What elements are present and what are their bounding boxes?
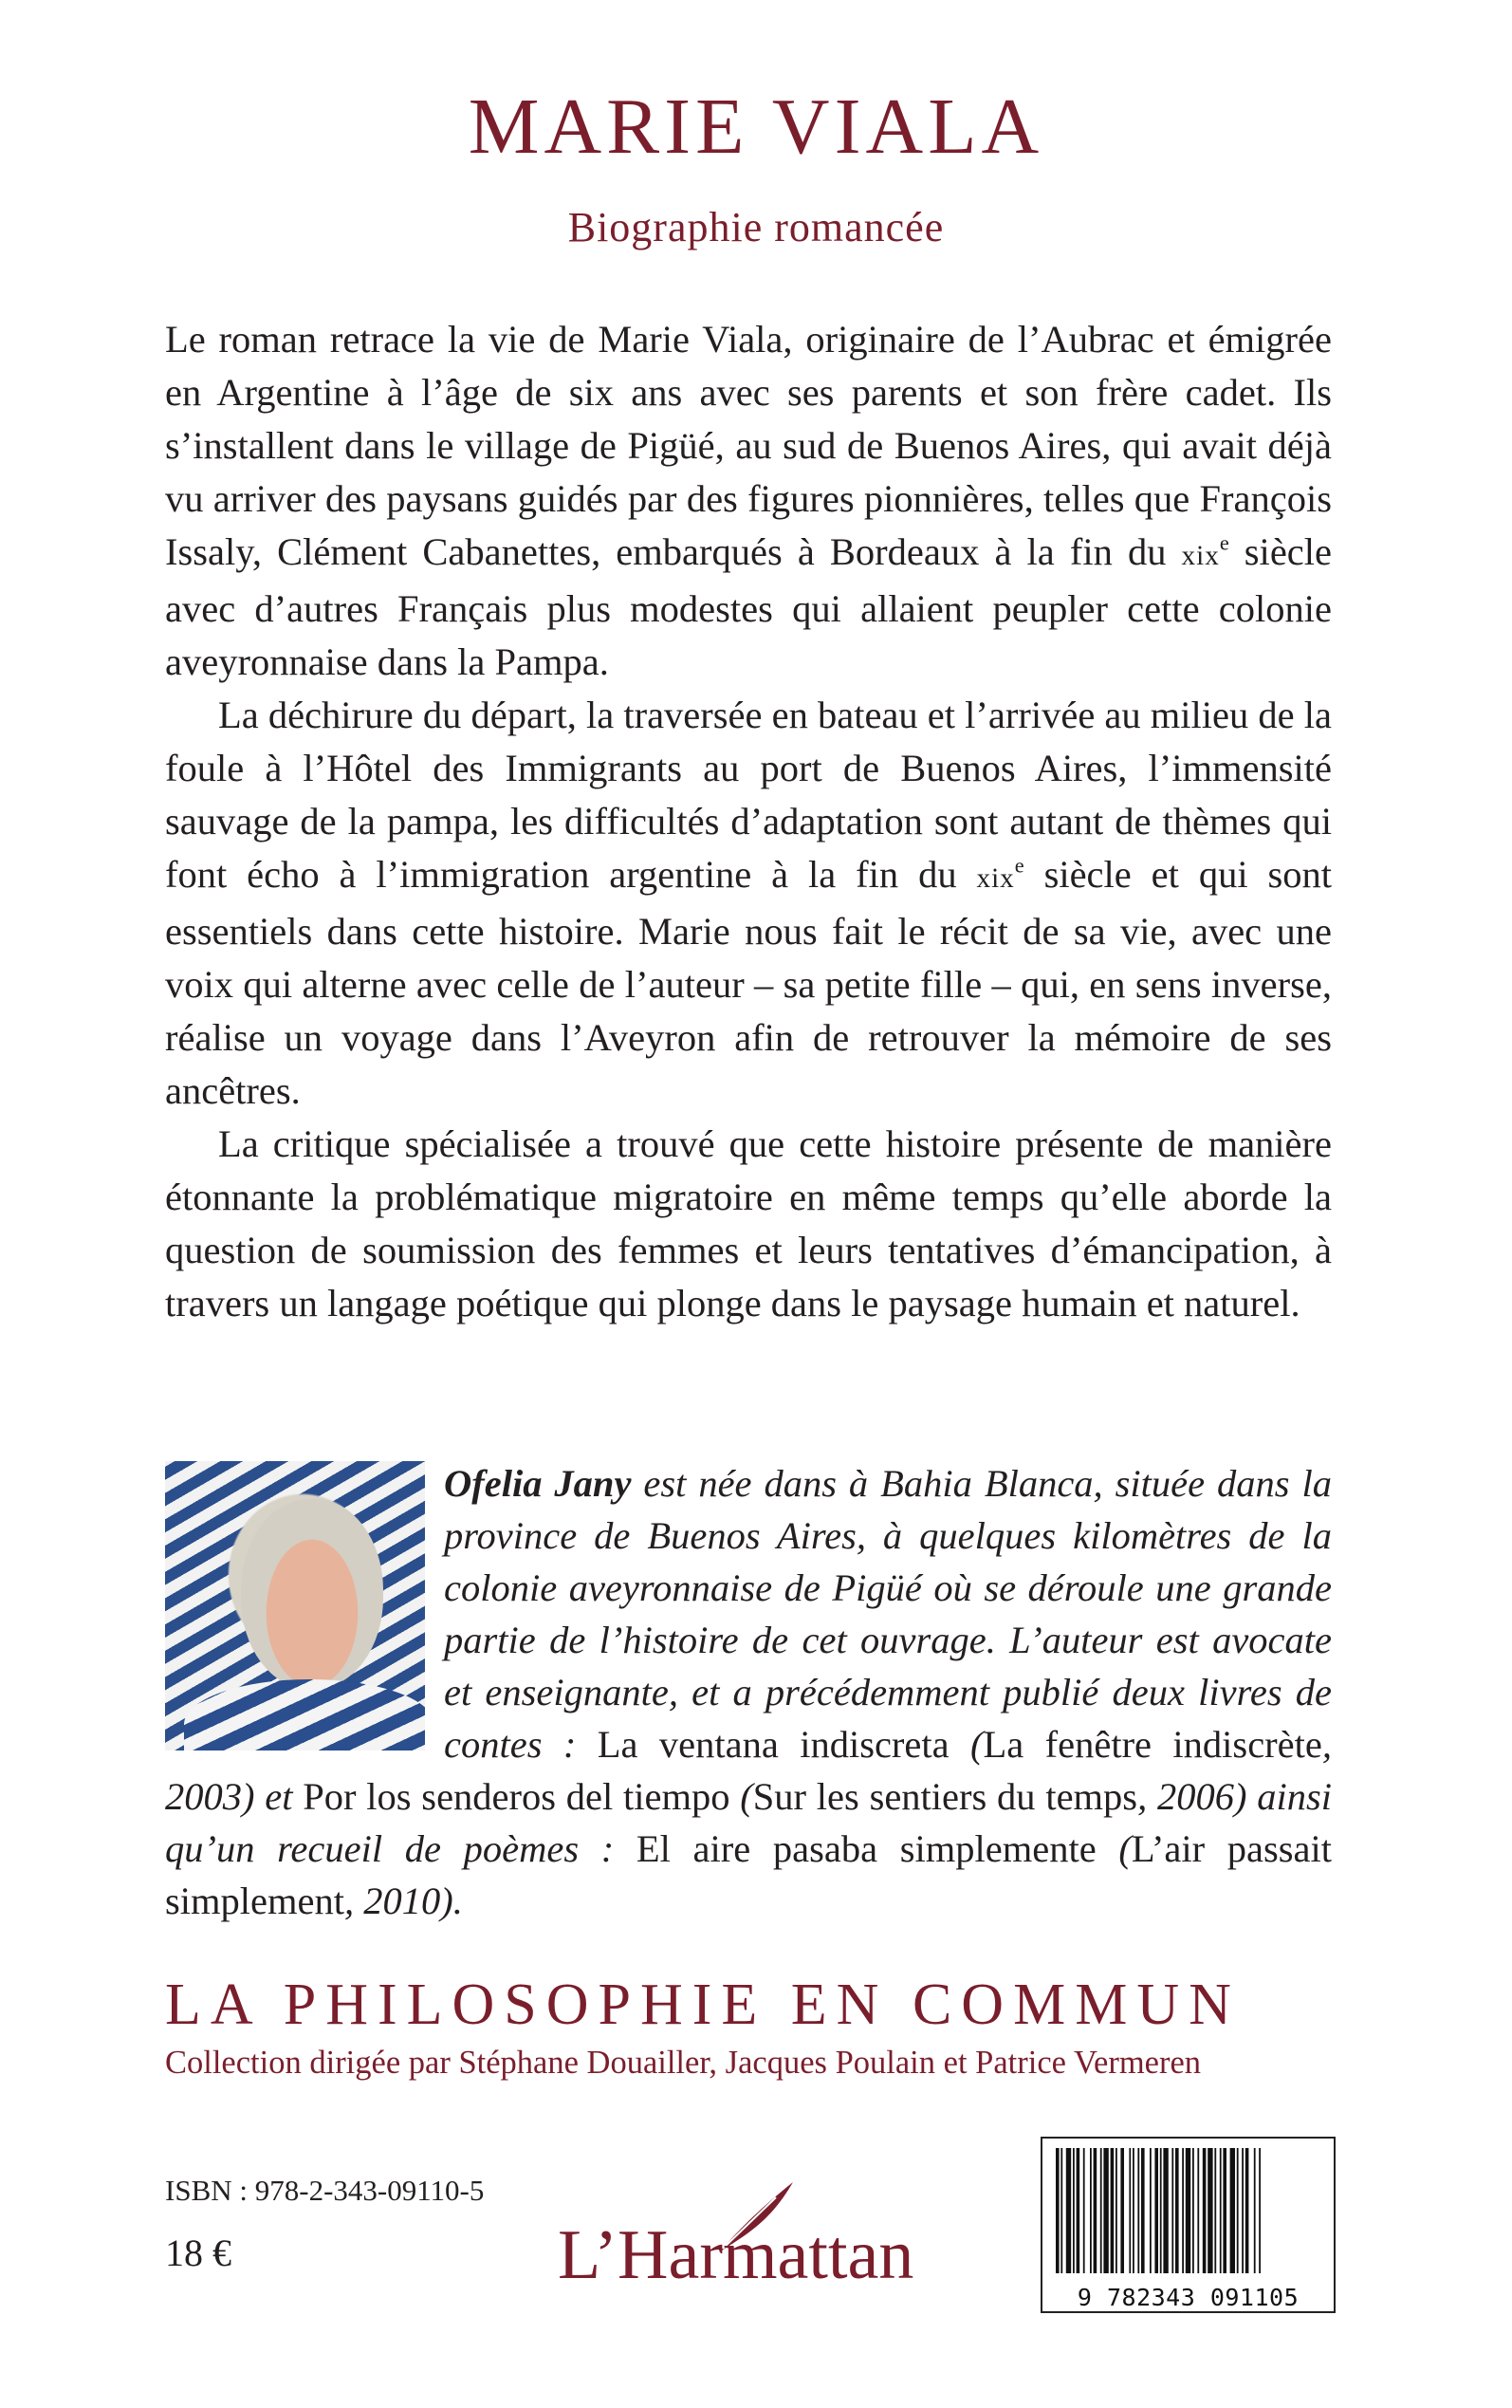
- barcode-bar: [1163, 2148, 1168, 2273]
- book-title-1-fr: La fenêtre indiscrète: [983, 1723, 1322, 1766]
- barcode-bar: [1120, 2148, 1124, 2273]
- bio-text: est née dans à Bahia Blanca, située dans la province de Buenos Aires, à quelques kilomètres de la colonie aveyronnaise de Pigüé où se déroule une grande partie de l’histoire de cet ouvrage. L’auteur est avocate et enseignante, et a précédemment publié deux livres de contes :: [444, 1462, 1333, 1766]
- barcode-bar: [1129, 2148, 1131, 2273]
- barcode-bar: [1237, 2148, 1239, 2273]
- barcode-bar: [1242, 2148, 1244, 2273]
- book-subtitle: Biographie romancée: [567, 204, 945, 250]
- collection-directors: Collection dirigée par Stéphane Douailler, Jacques Poulain et Patrice Vermeren: [165, 2045, 1202, 2081]
- book-title-3: El aire pasaba simplemente: [636, 1827, 1097, 1870]
- bio-paren: (: [1096, 1827, 1132, 1870]
- bio-year: , 2003) et: [165, 1723, 1332, 1818]
- barcode-bar: [1254, 2148, 1256, 2273]
- book-summary: [165, 313, 1332, 1330]
- barcode-bar: [1203, 2148, 1207, 2273]
- barcode-bar: [1103, 2148, 1108, 2273]
- bio-year: , 2010).: [343, 1880, 463, 1922]
- summary-text: La déchirure du départ, la traversée en bateau et l’arrivée au milieu de la foule à l’Hôtel des Immigrants au port de Buenos Aires, l’immensité sauvage de la pampa, les difficultés d’adaptation sont autant de thèmes qui font écho à l’immigration argentine à la fin du: [165, 694, 1332, 896]
- barcode-bar: [1175, 2148, 1179, 2273]
- barcode-bar: [1259, 2148, 1261, 2273]
- barcode-bar: [1186, 2148, 1190, 2273]
- barcode-bar: [1066, 2148, 1071, 2273]
- barcode-bar: [1111, 2148, 1115, 2273]
- summary-paragraph-2: [165, 689, 1332, 1118]
- barcode-bar: [1137, 2148, 1139, 2273]
- barcode-bar: [1094, 2148, 1097, 2273]
- barcode-bar: [1116, 2148, 1117, 2273]
- barcode-bar: [1154, 2148, 1158, 2273]
- century-sup: e: [1219, 530, 1229, 555]
- barcode-bar: [1141, 2148, 1145, 2273]
- barcode-bar: [1208, 2148, 1212, 2273]
- barcode-digits: 9 782343 091105: [1077, 2284, 1300, 2311]
- author-bio: [165, 1457, 1332, 1927]
- barcode-bar: [1220, 2148, 1222, 2273]
- book-title: MARIE VIALA: [468, 83, 1044, 171]
- century-roman: xix: [976, 863, 1015, 894]
- book-title-2: Por los senderos del tiempo: [303, 1775, 730, 1818]
- barcode-bar: [1060, 2148, 1062, 2273]
- book-title-2-fr: Sur les sentiers du temps: [752, 1775, 1138, 1818]
- barcode-bar: [1192, 2148, 1194, 2273]
- barcode-bar: [1100, 2148, 1102, 2273]
- book-title-1: La ventana indiscreta: [597, 1723, 950, 1766]
- isbn: ISBN : 978-2-343-09110-5: [165, 2174, 485, 2207]
- collection-name: LA PHILOSOPHIE EN COMMUN: [165, 1973, 1241, 2037]
- summary-text: siècle et qui sont essentiels dans cette histoire. Marie nous fait le récit de sa vie, avec une voix qui alterne avec celle de l’auteur – sa petite fille – qui, en sens inverse, réalise un voyage dans l’Aveyron afin de retrouver la mémoire de ses ancêtres.: [165, 853, 1333, 1112]
- barcode-bar: [1245, 2148, 1249, 2273]
- barcode-bar: [1150, 2148, 1152, 2273]
- bio-paren: (: [729, 1775, 753, 1818]
- barcode-bar: [1171, 2148, 1173, 2273]
- barcode-bar: [1056, 2148, 1060, 2273]
- barcode-bar: [1214, 2148, 1216, 2273]
- century-sup: e: [1014, 853, 1024, 878]
- barcode-bar: [1090, 2148, 1092, 2273]
- barcode-bar: [1133, 2148, 1134, 2273]
- barcode-bars: [1052, 2148, 1324, 2273]
- author-name: Ofelia Jany: [444, 1462, 632, 1505]
- barcode-bar: [1073, 2148, 1075, 2273]
- summary-paragraph-3: La critique spécialisée a trouvé que cette histoire présente de manière étonnante la problématique migratoire en même temps qu’elle aborde la question de soumission des femmes et leurs tentatives d’émancipation, à travers un langage poétique qui plonge dans le paysage humain et naturel.: [165, 1122, 1332, 1324]
- century-roman: xix: [1181, 541, 1220, 571]
- publisher-name: L’Harmattan: [558, 2216, 914, 2294]
- price: 18 €: [165, 2232, 231, 2274]
- barcode-bar: [1223, 2148, 1226, 2273]
- bio-paren: (: [949, 1723, 984, 1766]
- photo-spacer: [165, 1457, 444, 1770]
- barcode-bar: [1182, 2148, 1184, 2273]
- summary-text: siècle avec d’autres Français plus modestes qui allaient peupler cette colonie aveyronnaise dans la Pampa.: [165, 530, 1332, 683]
- barcode-bar: [1197, 2148, 1199, 2273]
- book-title-3-fr: L’air passait simplement: [165, 1827, 1332, 1922]
- bio-year: , 2006) ainsi qu’un recueil de poèmes :: [165, 1775, 1332, 1870]
- barcode-bar: [1160, 2148, 1162, 2273]
- publisher-logo: [558, 2178, 947, 2302]
- barcode: [1041, 2137, 1336, 2313]
- summary-paragraph-1: [165, 313, 1332, 689]
- barcode-bar: [1230, 2148, 1235, 2273]
- summary-text: Le roman retrace la vie de Marie Viala, originaire de l’Aubrac et émigrée en Argentine à l’âge de six ans avec ses parents et son frère cadet. Ils s’installent dans le village de Pigüé, au sud de Buenos Aires, qui avait déjà vu arriver des paysans guidés par des figures pionnières, telles que François Issaly, Clément Cabanettes, embarqués à Bordeaux à la fin du: [165, 318, 1332, 573]
- barcode-bar: [1083, 2148, 1085, 2273]
- barcode-bar: [1077, 2148, 1080, 2273]
